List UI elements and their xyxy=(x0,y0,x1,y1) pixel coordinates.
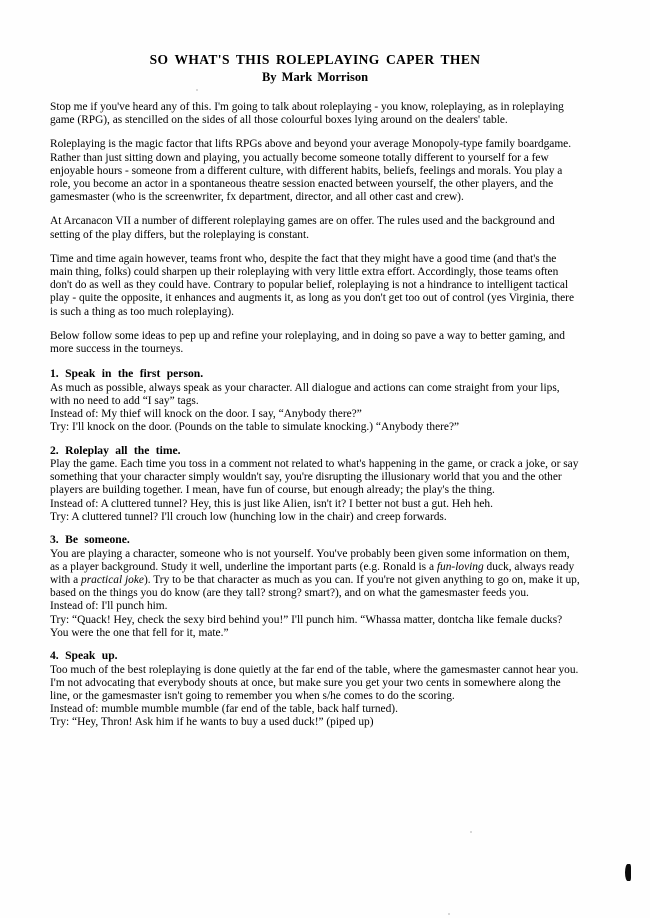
body-paragraph-tactical-play: Time and time again however, teams front who, despite the fact that they might have a good time (and that's the main thing, folks) could sharpen up their roleplaying with very little extra effort. Accordingly, those teams often don't do as well as they could have. Contrary to popular belief, roleplaying is not a hindrance to intelligent tactical play - quite the opposite, it enhances and augments it, as long as you don't get too out of control (yes Virginia, there is such a thing as too much roleplaying). xyxy=(50,252,574,318)
section-speak-first-person xyxy=(50,367,580,434)
section-advice-text: Too much of the best roleplaying is done quietly at the far end of the table, where the gamesmaster cannot hear you. I'm not advocating that everybody shouts at once, but make sure you get your two cents in somewhere along the line, or the gamesmaster isn't going to remember you when s/he comes to do the scoring. xyxy=(50,663,579,702)
scan-speck xyxy=(470,831,472,833)
section-body xyxy=(50,548,580,640)
advice-text-part2: duck, always ready with a xyxy=(50,560,575,586)
section-be-someone xyxy=(50,533,580,640)
section-advice-text: Play the game. Each time you toss in a comment not related to what's happening in the game, or crack a joke, or say something that your character simply wouldn't say, you're disrupting the illusionary world that you and the other players are building together. I mean, have fun of course, but enough already; the play's the thing. xyxy=(50,458,579,497)
section-body xyxy=(50,382,580,435)
emphasis-practical-joke: practical joke xyxy=(81,573,144,586)
section-advice-text xyxy=(50,548,580,601)
section-advice-text: As much as possible, always speak as your character. All dialogue and actions can come straight from your lips, with no need to add “I say” tags. xyxy=(50,381,560,407)
instead-of-example: Instead of: My thief will knock on the door. I say, “Anybody there?” xyxy=(50,408,362,421)
author-byline: By Mark Morrison xyxy=(261,70,369,84)
section-heading: 4. Speak up. xyxy=(50,649,118,662)
intro-paragraph: Stop me if you've heard any of this. I'm going to talk about roleplaying - you know, roleplaying, as in roleplaying game (RPG), as stencilled on the sides of all those colourful boxes lying around on the dealers' table. xyxy=(50,101,564,127)
scan-speck xyxy=(448,913,450,915)
scan-edge-artifact xyxy=(625,864,631,881)
emphasis-fun-loving: fun-loving xyxy=(436,560,484,573)
scan-speck xyxy=(196,89,198,91)
section-body xyxy=(50,458,580,524)
instead-of-example: Instead of: mumble mumble mumble (far end of the table, back half turned). xyxy=(50,703,398,716)
section-roleplay-all-the-time xyxy=(50,444,580,525)
try-example: Try: “Hey, Thron! Ask him if he wants to buy a used duck!” (piped up) xyxy=(50,716,374,729)
instead-of-example: Instead of: I'll punch him. xyxy=(50,600,168,613)
body-paragraph-magic-factor: Roleplaying is the magic factor that lifts RPGs above and beyond your average Monopoly-type family boardgame. Rather than just sitting down and playing, you actually become someone totally different to yourself for a few enjoyable hours - someone from a different culture, with different habits, beliefs, feelings and morals. You play a role, you become an actor in a spontaneous theatre session enacted between yourself, the other players, and the gamesmaster (who is the screenwriter, fx department, director, and all other cast and crew). xyxy=(50,138,572,204)
try-example: Try: A cluttered tunnel? I'll crouch low (hunching low in the chair) and creep forwards. xyxy=(50,510,447,523)
page-title: SO WHAT'S THIS ROLEPLAYING CAPER THEN xyxy=(149,52,481,67)
section-body xyxy=(50,664,580,730)
try-example: Try: I'll knock on the door. (Pounds on the table to simulate knocking.) “Anybody there?” xyxy=(50,421,460,434)
advice-text-part1: You are playing a character, someone who is not yourself. You've probably been given some information on them, as a player background. Study it well, underline the important parts (e.g. Ronald is a xyxy=(50,547,570,573)
article-content xyxy=(50,52,580,739)
body-paragraph-arcanacon: At Arcanacon VII a number of different roleplaying games are on offer. The rules used and the background and setting of the play differs, but the roleplaying is constant. xyxy=(50,215,555,241)
section-heading: 3. Be someone. xyxy=(50,533,130,547)
section-heading: 2. Roleplay all the time. xyxy=(50,443,181,457)
title-block xyxy=(50,52,580,85)
instead-of-example: Instead of: A cluttered tunnel? Hey, this is just like Alien, isn't it? I better not bust a gut. Heh heh. xyxy=(50,497,493,510)
try-example: Try: “Quack! Hey, check the sexy bird behind you!” I'll punch him. “Whassa matter, dontcha like female ducks? You were the one that fell for it, mate.” xyxy=(50,613,563,639)
section-speak-up xyxy=(50,649,580,730)
section-heading: 1. Speak in the first person. xyxy=(50,367,204,381)
body-paragraph-ideas-intro: Below follow some ideas to pep up and refine your roleplaying, and in doing so pave a way to better gaming, and more success in the tourneys. xyxy=(50,329,565,356)
advice-text-part3: ). Try to be that character as much as you can. If you're not given anything to go on, make it up, based on the things you do know (are they tall? strong? smart?), and on what the gamesmaster feeds you. xyxy=(50,573,580,600)
